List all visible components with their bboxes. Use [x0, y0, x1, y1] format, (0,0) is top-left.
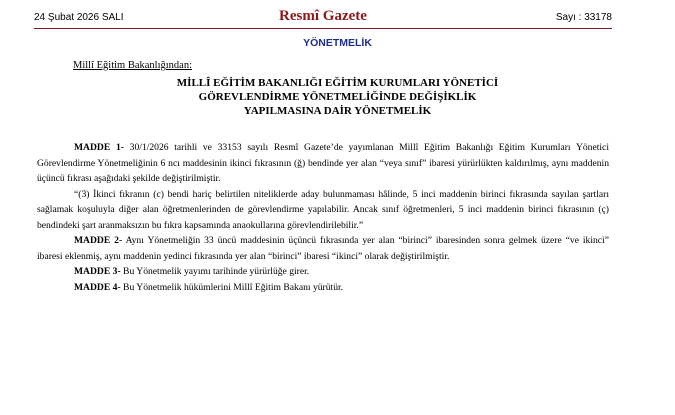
regulation-title	[0, 76, 675, 118]
article-label: MADDE 3-	[74, 266, 121, 277]
header-divider	[34, 28, 612, 29]
article-label: MADDE 4-	[74, 281, 121, 293]
article-text: Bu Yönetmelik hükümlerini Millî Eğitim Bakanı yürütür.	[120, 281, 344, 293]
article-text: Bu Yönetmelik yayımı tarihinde yürürlüğe girer.	[120, 266, 310, 277]
regulation-title-line: YAPILMASINA DAİR YÖNETMELİK	[243, 105, 432, 117]
article-text: “(3) İkinci fıkranın (c) bendi hariç belirtilen niteliklerde aday bulunmaması hâlinde, 5 inci maddenin birinci fıkrasında sayılan şartları sağlamak koşuluyla diğer alan öğretmenlerinden de görevlendirme yapılabilir. Ancak sınıf öğretmenleri, 5 inci maddenin birinci fıkrasının (ç) bendindeki şart aranmaksızın bu fıkra kapsamında anaokullarına görevlendirilebilir.”	[37, 188, 609, 231]
gazette-title: Resmî Gazete	[279, 8, 367, 24]
article-text: Aynı Yönetmeliğin 33 üncü maddesinin üçüncü fıkrasında yer alan “birinci” ibaresinden sonra gelmek üzere “ve ikinci” ibaresi eklenmiş, aynı maddenin yedinci fıkrasında yer alan “birinci” ibaresi “ikinci” olarak değiştirilmiştir.	[37, 235, 609, 262]
issue-number: Sayı : 33178	[555, 12, 612, 23]
header-date: 24 Şubat 2026 SALI	[34, 12, 124, 23]
article-label: MADDE 2-	[74, 235, 123, 246]
article-1	[37, 140, 609, 187]
article-label: MADDE 1-	[74, 142, 124, 153]
amended-paragraph	[37, 187, 609, 234]
section-heading: YÖNETMELİK	[303, 37, 372, 49]
gazette-header	[34, 6, 612, 28]
article-4	[37, 280, 609, 296]
article-2	[37, 233, 609, 264]
regulation-title-line: MİLLÎ EĞİTİM BAKANLIĞI EĞİTİM KURUMLARI YÖNETİCİ	[176, 77, 499, 89]
issuing-ministry: Millî Eğitim Bakanlığından:	[73, 60, 192, 71]
regulation-body	[37, 140, 609, 295]
article-3	[37, 264, 609, 280]
regulation-title-line: GÖREVLENDİRME YÖNETMELİĞİNDE DEĞİŞİKLİK	[198, 91, 477, 103]
article-text: 30/1/2026 tarihli ve 33153 sayılı Resmî Gazete’de yayımlanan Millî Eğitim Bakanlığı Eğitim Kurumları Yönetici Görevlendirme Yönetmeliğinin 6 ncı maddesinin ikinci fıkrasının (ğ) bendinde yer alan “veya sınıf” ibaresi yürürlükten kaldırılmış, aynı maddenin üçüncü fıkrası aşağıdaki şekilde değiştirilmiştir.	[37, 142, 609, 184]
